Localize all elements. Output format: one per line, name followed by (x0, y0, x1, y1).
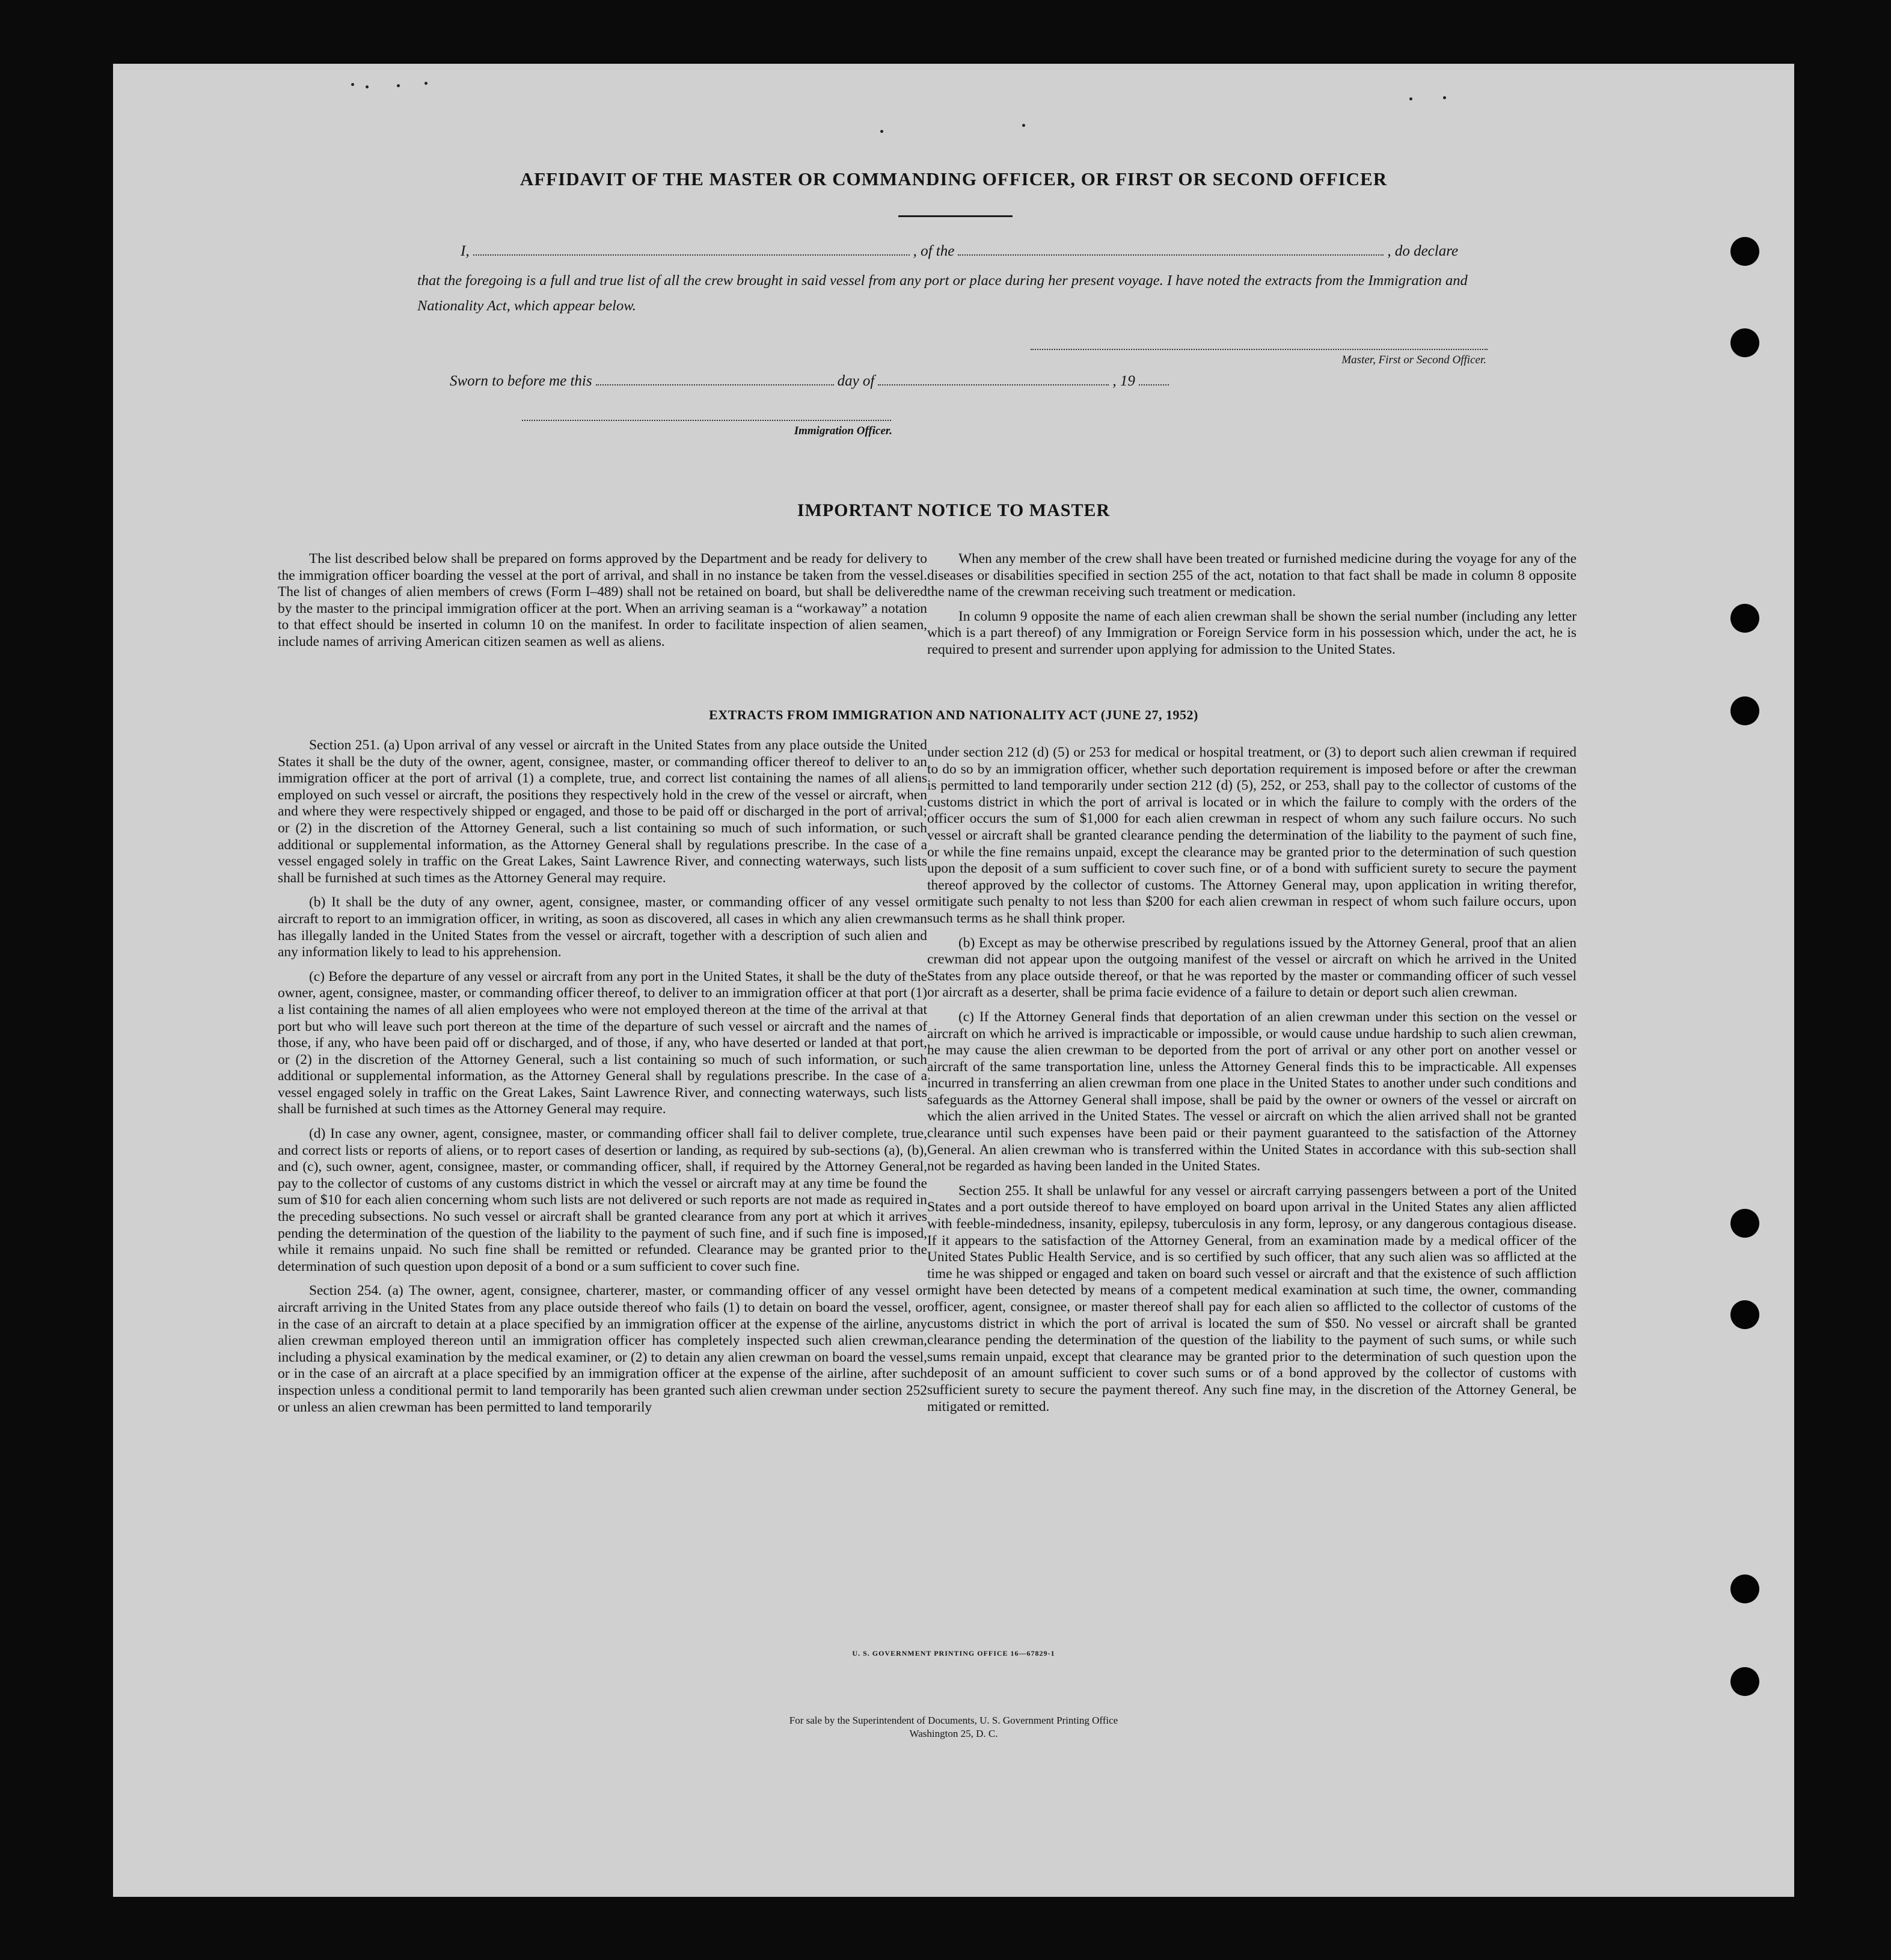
punch-hole (1730, 696, 1759, 725)
punch-hole (1730, 604, 1759, 633)
sale-notice-line-2: Washington 25, D. C. (909, 1728, 998, 1739)
gpo-imprint: U. S. GOVERNMENT PRINTING OFFICE 16—67829-1 (852, 1649, 1055, 1657)
sale-notice (113, 1714, 1794, 1740)
year-prefix: , 19 (1112, 373, 1135, 389)
master-signature-label: Master, First or Second Officer. (1341, 354, 1486, 366)
sale-notice-line-1: For sale by the Superintendent of Documents, U. S. Government Printing Office (789, 1715, 1118, 1726)
extracts-right-column (927, 745, 1577, 1423)
document-page (113, 64, 1794, 1897)
of-the-label: , of the (913, 243, 955, 259)
affidavit-title: AFFIDAVIT OF THE MASTER OR COMMANDING OFFICER, OR FIRST OR SECOND OFFICER (519, 168, 1388, 189)
scan-speck (1409, 97, 1412, 100)
extracts-left-column (278, 737, 927, 1424)
section-254-a-continued: under section 212 (d) (5) or 253 for medical or hospital treatment, or (3) to deport such alien crewman if required to do so by an immigration officer, whether such deportation requirement is imposed before or after the crewman is permitted to land temporarily under section 212 (d) (5), 252, or 253, shall pay to the collector of customs of the customs district in which the port of arrival is located or in which the failure to comply with the orders of the officer occurs the sum of $1,000 for each alien crewman in respect of whom any such failure occurs. No such vessel or aircraft shall be granted clearance pending the determination of the liability to the payment of such fine, or while the fine remains unpaid, except the clearance may be granted prior to the determination of such question upon the deposit of a sum sufficient to cover such fine, or of a bond with sufficient surety to secure the payment thereof approved by the collector of customs. The Attorney General may, upon application in writing therefor, mitigate such penalty to not less than $200 for each alien crewman in respect of whom such failure occurs, upon such terms as he shall think proper. (927, 745, 1577, 926)
extracts-title: EXTRACTS FROM IMMIGRATION AND NATIONALITY ACT (JUNE 27, 1952) (709, 707, 1198, 722)
sworn-prefix: Sworn to before me this (450, 373, 592, 389)
sworn-year-field[interactable] (1139, 384, 1169, 386)
declaration-text: that the foregoing is a full and true list of all the crew brought in said vessel from any port or place during her present voyage. I have noted the extracts from the Immigration and Nationality Act, which appear below. (417, 272, 1468, 314)
scan-speck (397, 84, 400, 87)
sworn-day-field[interactable] (596, 384, 834, 386)
scan-speck (351, 83, 354, 86)
declarant-prefix: I, (461, 243, 470, 259)
title-rule (898, 215, 1013, 217)
vessel-name-field[interactable] (958, 254, 1384, 256)
immigration-officer-signature-field[interactable] (522, 420, 891, 421)
punch-hole (1730, 237, 1759, 266)
punch-hole (1730, 1574, 1759, 1603)
scan-speck (1022, 124, 1025, 127)
section-254-c: (c) If the Attorney General finds that deportation of an alien crewman under this section on the vessel or aircraft on which he arrived is impracticable or impossible, or would cause undue hardship to such alien crewman, he may cause the alien crewman to be deported from the port of arrival or any other port on another vessel or aircraft of the same transportation line, unless the Attorney General finds this to be impracticable. All expenses incurred in transferring an alien crewman from one place in the United States to another under such conditions and safeguards as the Attorney General shall impose, shall be paid by the owner or owners of the vessel or aircraft on which the alien arrived in the United States. The vessel or aircraft on which the alien arrived shall not be granted clearance until such expenses have been paid or their payment guaranteed to the satisfaction of the Attorney General. An alien crewman who is transferred within the United States in accordance with this sub-section shall not be regarded as having been landed in the United States. (927, 1009, 1577, 1175)
sworn-month-field[interactable] (878, 384, 1109, 386)
notice-paragraph: When any member of the crew shall have been treated or furnished medicine during the voyage for any of the diseases or disabilities specified in section 255 of the act, notation to that fact shall be made in column 8 opposite the name of the crewman receiving such treatment or medication. (927, 551, 1577, 600)
scan-speck (1443, 96, 1446, 99)
section-254-b: (b) Except as may be otherwise prescribed by regulations issued by the Attorney General, proof that an alien crewman did not appear upon the outgoing manifest of the vessel or aircraft on which he arrived in the United States from any place outside thereof, or that he was reported by the master or commanding officer of such vessel or aircraft as a deserter, shall be prima facie evidence of a failure to detain or deport such alien crewman. (927, 935, 1577, 1001)
notice-title: IMPORTANT NOTICE TO MASTER (797, 500, 1111, 520)
scan-speck (366, 85, 369, 88)
punch-hole (1730, 1300, 1759, 1329)
punch-hole (1730, 1209, 1759, 1238)
notice-paragraph: The list described below shall be prepared on forms approved by the Department and be ready for delivery to the immigration officer boarding the vessel at the port of arrival, and shall in no instance be taken from the vessel. The list of changes of alien members of crews (Form I–489) shall not be retained on board, but shall be delivered by the master to the principal immigration officer at the port. When an arriving seaman is a “workaway” a notation to that effect should be inserted in column 10 on the manifest. In order to facilitate inspection of alien seamen, include names of arriving American citizen seamen as well as aliens. (278, 551, 927, 650)
section-251-b: (b) It shall be the duty of any owner, agent, consignee, master, or commanding officer of any vessel or aircraft to report to an immigration officer, in writing, as soon as discovered, all cases in which any alien crewman has illegally landed in the United States from the vessel or aircraft, together with a description of such alien and any information likely to lead to his apprehension. (278, 894, 927, 960)
sworn-line (450, 373, 1172, 390)
section-254-a: Section 254. (a) The owner, agent, consignee, charterer, master, or commanding officer of any vessel or aircraft arriving in the United States from any place outside thereof who fails (1) to detain on board the vessel, or in the case of an aircraft to detain at a place specified by an immigration officer at the expense of the airline, any alien crewman employed thereon until an immigration officer has completely inspected such alien crewman, including a physical examination by the medical examiner, or (2) to detain any alien crewman on board the vessel, or in the case of an aircraft at a place specified by an immigration officer at the expense of the airline, after such inspection unless a conditional permit to land temporarily has been granted such alien crewman under section 252 or unless an alien crewman has been permitted to land temporarily (278, 1283, 927, 1415)
notice-paragraph: In column 9 opposite the name of each alien crewman shall be shown the serial number (including any letter which is a part thereof) of any Immigration or Foreign Service form in his possession which, under the act, he is required to present and surrender upon applying for admission to the United States. (927, 608, 1577, 657)
do-declare-label: , do declare (1387, 243, 1459, 259)
section-251-d: (d) In case any owner, agent, consignee, master, or commanding officer shall fail to deliver complete, true, and correct lists or reports of aliens, or to report cases of desertion or landing, as required by sub-sections (a), (b), and (c), such owner, agent, consignee, master, or commanding officer, shall, if required by the Attorney General, pay to the collector of customs of any customs district in which the vessel or aircraft may at any time be found the sum of $10 for each alien concerning whom such lists are not delivered or such reports are not made as required in the preceding subsections. No such vessel or aircraft shall be granted clearance from any port at which it arrives pending the determination of the question of the liability to the payment of such fine, and if such fine is imposed, while it remains unpaid. No such fine shall be remitted or refunded. Clearance may be granted prior to the determination of such question upon deposit of a bond or a sum sufficient to cover such fine. (278, 1126, 927, 1274)
punch-hole (1730, 328, 1759, 357)
declarant-line (461, 243, 1458, 260)
punch-hole (1730, 1667, 1759, 1696)
day-of-label: day of (837, 373, 875, 389)
notice-right-column (927, 551, 1577, 666)
scan-speck (880, 130, 883, 133)
notice-left-column (278, 551, 927, 659)
section-251-a: Section 251. (a) Upon arrival of any vessel or aircraft in the United States from any place outside the United States it shall be the duty of the owner, agent, consignee, master, or commanding officer thereof to deliver to an immigration officer at the port of arrival (1) a complete, true, and correct list containing the names of all aliens employed on such vessel or aircraft, the positions they respectively hold in the crew of the vessel or aircraft, when and where they were respectively shipped or engaged, and those to be paid off or discharged in the port of arrival; or (2) in the discretion of the Attorney General, such a list containing so much of such information, or such additional or supplemental information, as the Attorney General shall by regulations prescribe. In the case of a vessel engaged solely in traffic on the Great Lakes, Saint Lawrence River, and connecting waterways, such lists shall be furnished at such times as the Attorney General may require. (278, 737, 927, 886)
master-signature-field[interactable] (1031, 349, 1488, 350)
declarant-name-field[interactable] (473, 254, 910, 256)
immigration-officer-label: Immigration Officer. (794, 425, 892, 437)
section-251-c: (c) Before the departure of any vessel or aircraft from any port in the United States, it shall be the duty of the owner, agent, consignee, master, or commanding officer thereof, to deliver to an immigration officer at that port (1) a list containing the names of all alien employees who were not employed thereon at the time of the arrival at that port but who will leave such port thereon at the time of the departure of such vessel or aircraft and the names of those, if any, who have been paid off or discharged, and of those, if any, who have deserted or landed at that port, or (2) in the discretion of the Attorney General, such a list containing so much of such information, or such additional or supplemental information, as the Attorney General shall by regulations prescribe. In the case of a vessel engaged solely in traffic on the Great Lakes, Saint Lawrence River, and connecting waterways, such lists shall be furnished at such times as the Attorney General may require. (278, 968, 927, 1117)
scan-speck (424, 82, 428, 85)
section-255: Section 255. It shall be unlawful for any vessel or aircraft carrying passengers between a port of the United States and a port outside thereof to have employed on board upon arrival in the United States any alien afflicted with feeble-mindedness, insanity, epilepsy, tuberculosis in any form, leprosy, or any dangerous contagious disease. If it appears to the satisfaction of the Attorney General, from an examination made by a medical officer of the United States Public Health Service, and is so certified by such officer, that any such alien was so afflicted at the time he was shipped or engaged and taken on board such vessel or aircraft and that the existence of such affliction might have been detected by means of a competent medical examination at such time, the owner, commanding officer, agent, consignee, or master thereof shall pay for each alien so afflicted to the collector of customs of the customs district in which the port of arrival is located the sum of $50. No vessel or aircraft shall be granted clearance pending the determination of the question of the liability to the payment of such sums, or while such sums remain unpaid, except that clearance may be granted prior to the determination of such question upon the deposit of an amount sufficient to cover such sums or of a bond approved by the collector of customs with sufficient surety to secure the payment thereof. Any such fine may, in the discretion of the Attorney General, be mitigated or remitted. (927, 1182, 1577, 1415)
